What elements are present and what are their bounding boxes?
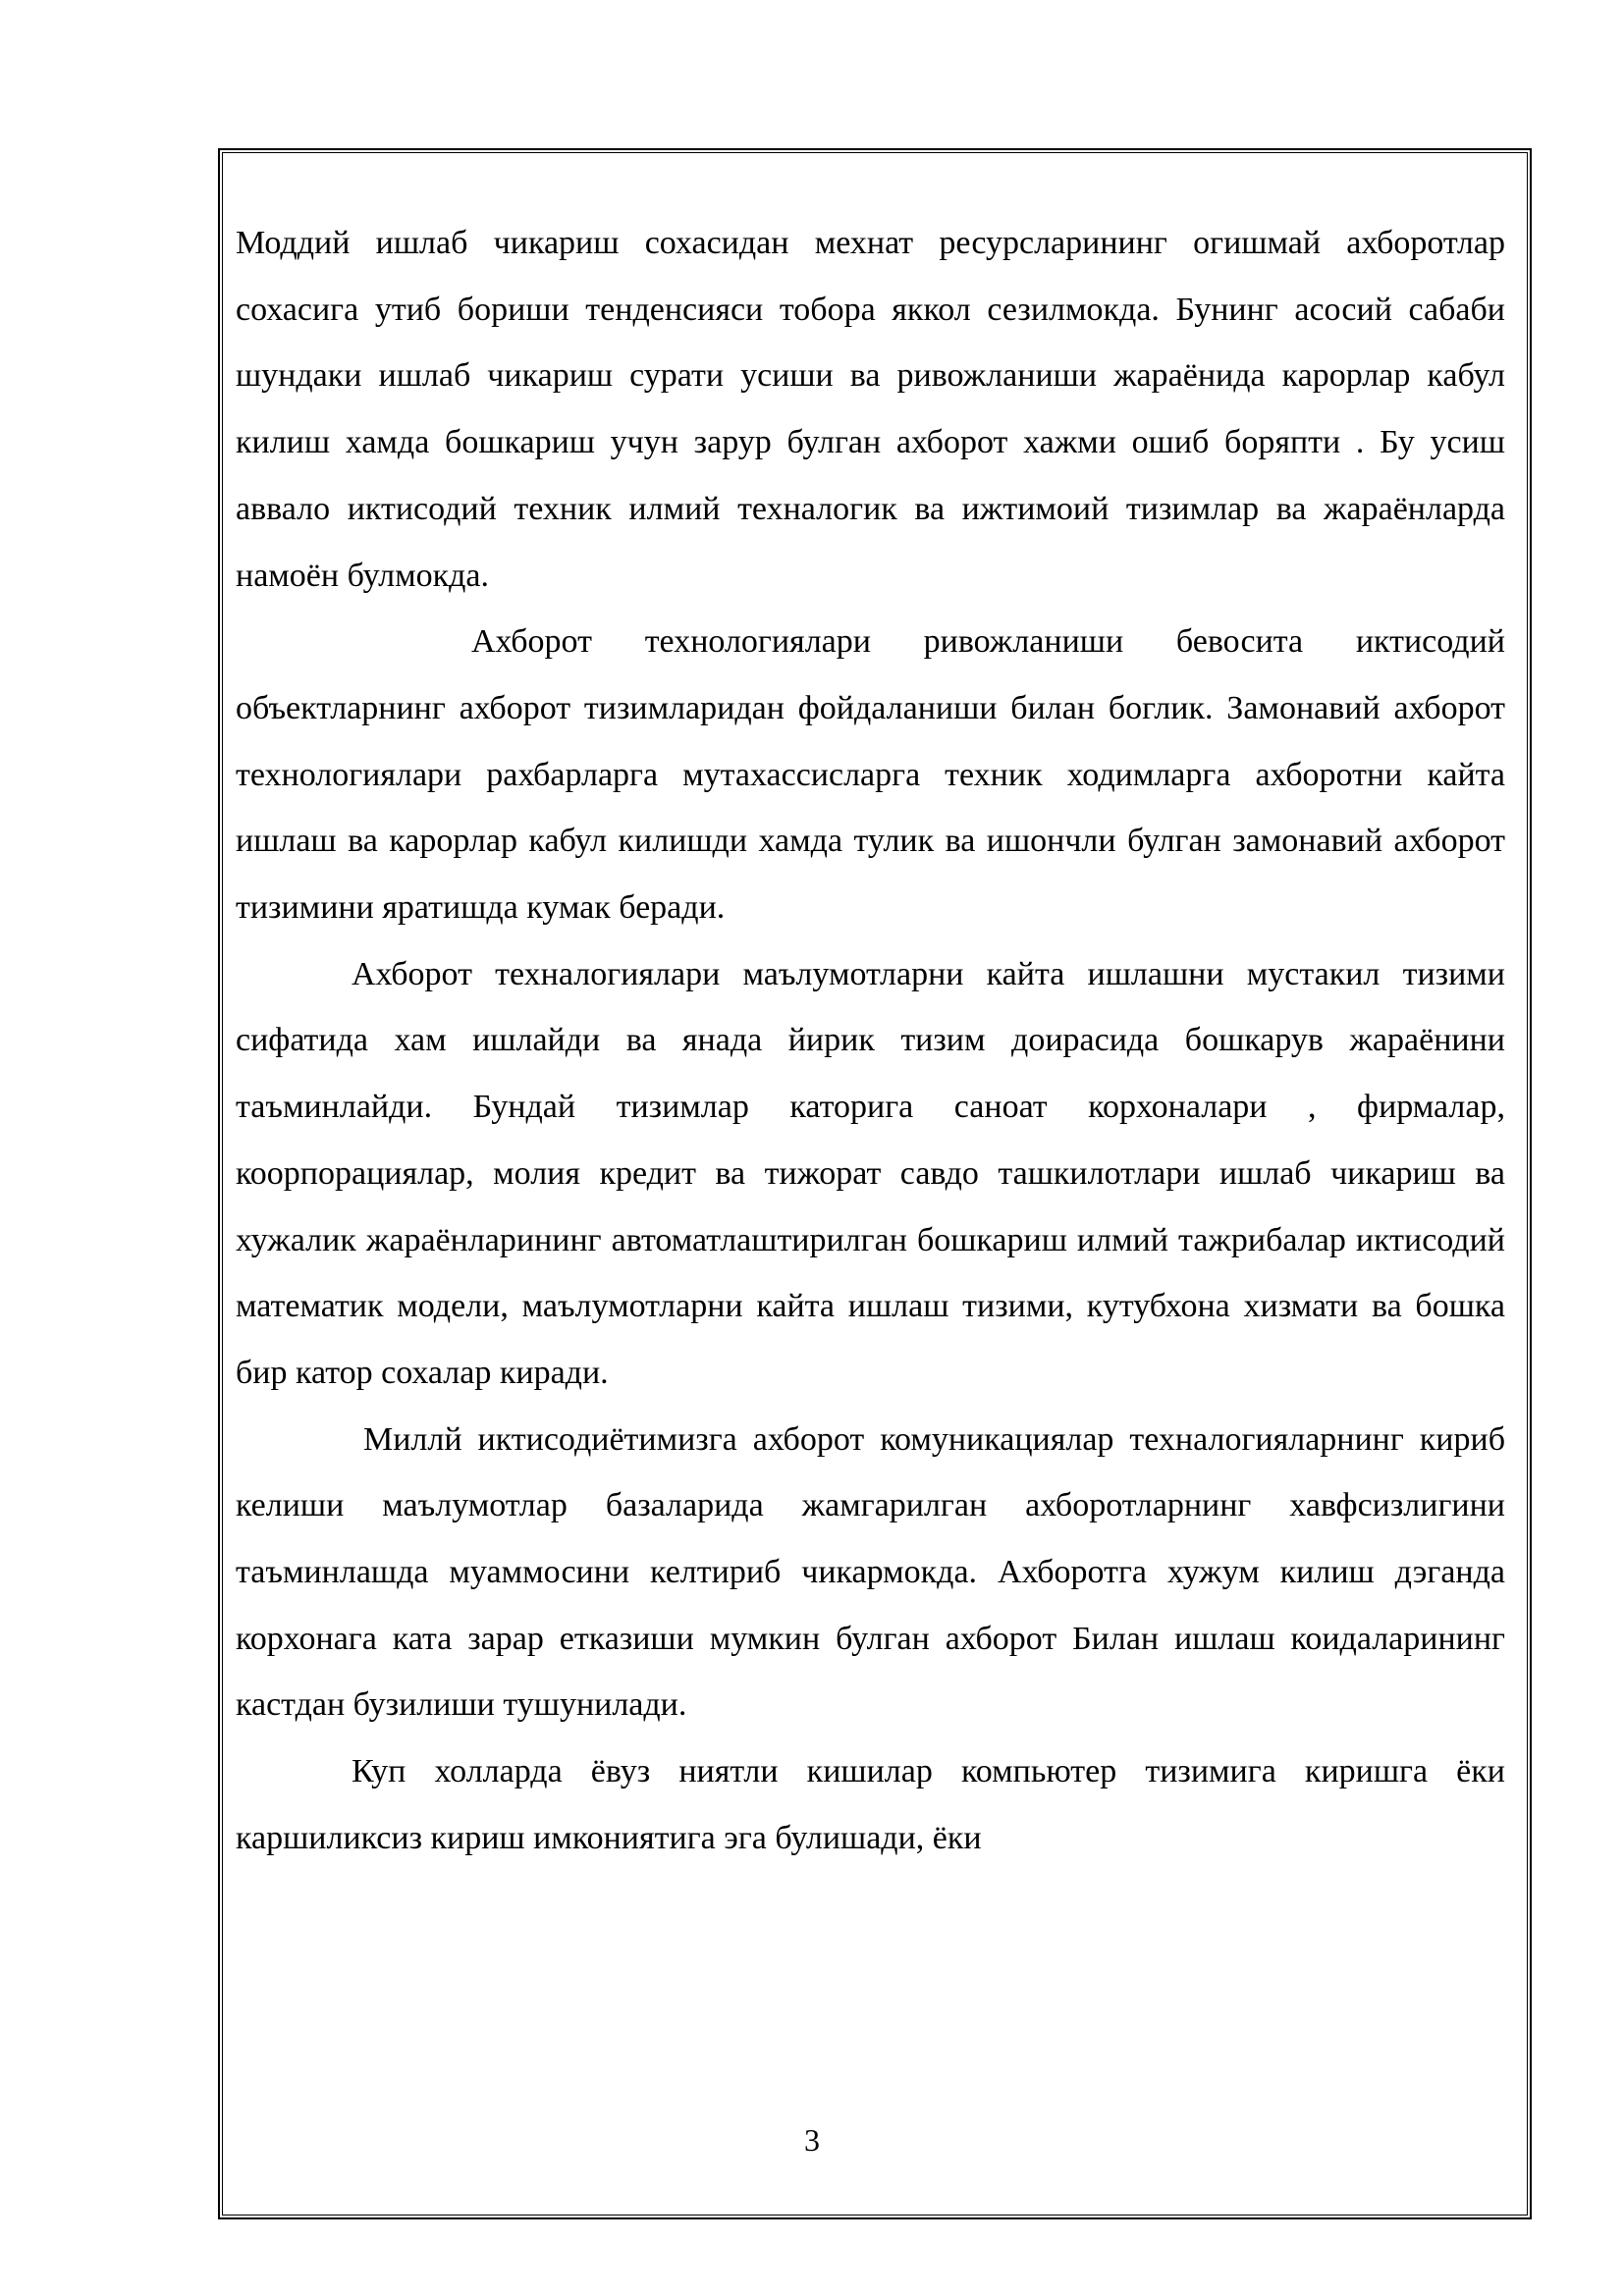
- page-number: 3: [804, 2122, 820, 2158]
- paragraph-1: Моддий ишлаб чикариш сохасидан мехнат ресурсларининг огишмай ахборотлар сохасига утиб бориши тенденсияси тобора яккол сезилмокда. Бунинг асосий сабаби шундаки ишлаб чикариш сурати усиши ва ривожланиши жараёнида карорлар кабул килиш хамда бошкариш учун зарур булган ахборот хажми ошиб боряпти . Бу усиш аввало иктисодий техник илмий техналогик ва ижтимоий тизимлар ва жараёнларда намоён булмокда.: [236, 225, 1505, 594]
- document-body: [236, 210, 1505, 1872]
- paragraph-3: Ахборот техналогиялари маълумотларни кайта ишлашни мустакил тизими сифатида хам ишлайди ва янада йирик тизим доирасида бошкарув жараёнини таъминлайди. Бундай тизимлар каторига саноат корхоналари , фирмалар, коорпорациялар, молия кредит ва тижорат савдо ташкилотлари ишлаб чикариш ва хужалик жараёнларининг автоматлаштирилган бошкариш илмий тажрибалар иктисодий математик модели, маълумотларни кайта ишлаш тизими, кутубхона хизмати ва бошка бир катор сохалар киради.: [236, 955, 1505, 1391]
- paragraph-2: Ахборот технологиялари ривожланиши бевосита иктисодий объектларнинг ахборот тизимларидан фойдаланиши билан боглик. Замонавий ахборот технологиялари рахбарларга мутахассисларга техник ходимларга ахборотни кайта ишлаш ва карорлар кабул килишди хамда тулик ва ишончли булган замонавий ахборот тизимини яратишда кумак беради.: [236, 623, 1505, 927]
- paragraph-4: Миллй иктисодиётимизга ахборот комуникациялар техналогияларнинг кириб келиши маълумотлар базаларида жамгарилган ахборотларнинг хавфсизлигини таъминлашда муаммосини келтириб чикармокда. Ахборотга хужум килиш дэганда корхонага ката зарар етказиши мумкин булган ахборот Билан ишлаш коидаларининг кастдан бузилиши тушунилади.: [236, 1420, 1505, 1724]
- paragraph-5: Куп холларда ёвуз ниятли кишилар компьютер тизимига киришга ёки каршиликсиз кириш имкониятига эга булишади, ёки: [236, 1753, 1505, 1856]
